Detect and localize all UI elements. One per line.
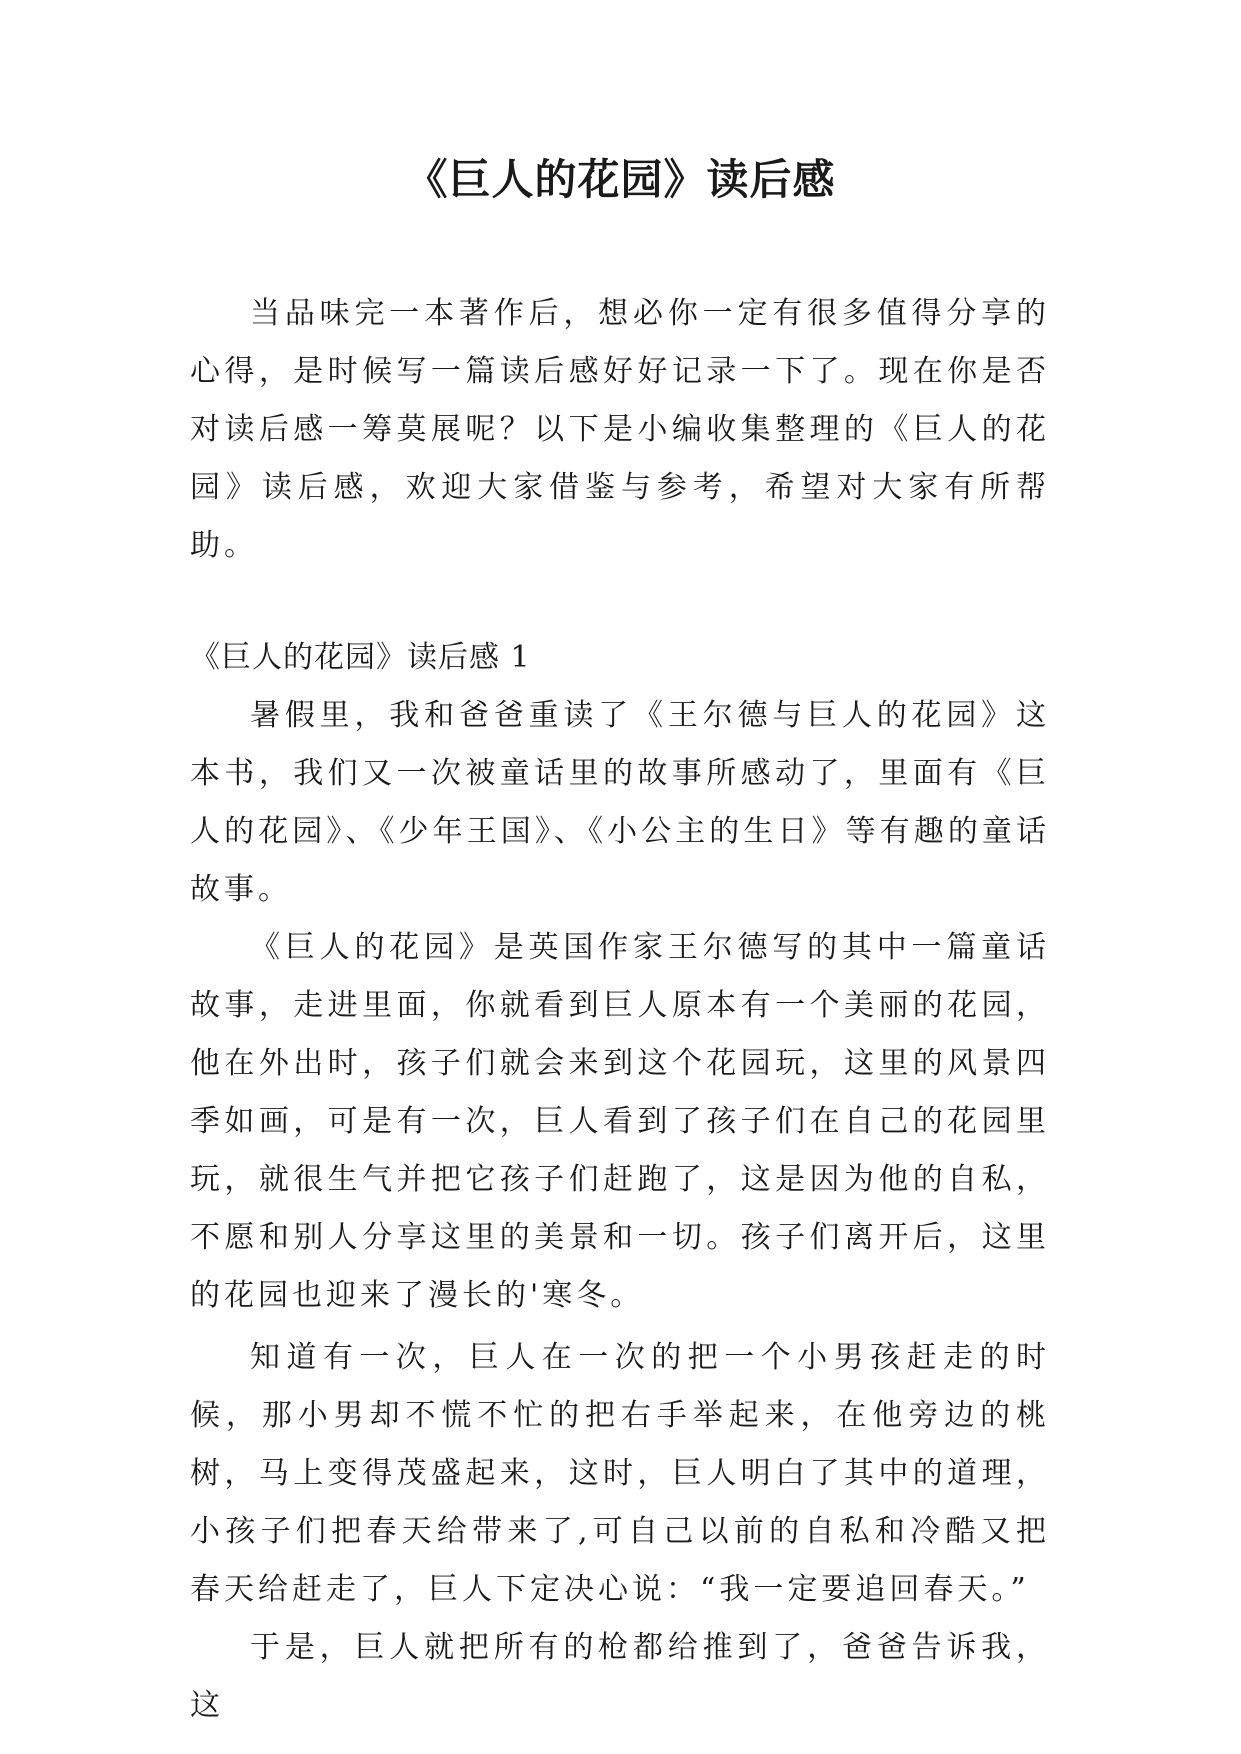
document-title: 《巨人的花园》读后感 (405, 155, 836, 204)
section-heading: 《巨人的花园》读后感 1 (190, 640, 531, 675)
body-paragraph-4: 于是，巨人就把所有的枪都给推到了，爸爸告诉我，这 (190, 1630, 1050, 1723)
body-paragraph-3: 知道有一次，巨人在一次的把一个小男孩赶走的时候，那小男却不慌不忙的把右手举起来，在他旁边的桃树，马上变得茂盛起来，这时，巨人明白了其中的道理，小孩子们把春天给带来了,可自己以前的自私和冷酷又把春天给赶走了，巨人下定决心说：“我一定要追回春天。” (190, 1340, 1050, 1607)
intro-paragraph: 当品味完一本著作后，想必你一定有很多值得分享的心得，是时候写一篇读后感好好记录一下了。现在你是否对读后感一筹莫展呢？以下是小编收集整理的《巨人的花园》读后感，欢迎大家借鉴与参考，希望对大家有所帮助。 (190, 296, 1050, 563)
body-paragraph-2: 《巨人的花园》是英国作家王尔德写的其中一篇童话故事，走进里面，你就看到巨人原本有一个美丽的花园，他在外出时，孩子们就会来到这个花园玩，这里的风景四季如画，可是有一次，巨人看到了孩子们在自己的花园里玩，就很生气并把它孩子们赶跑了，这是因为他的自私，不愿和别人分享这里的美景和一切。孩子们离开后，这里的花园也迎来了漫长的'寒冬。 (190, 930, 1050, 1313)
body-paragraph-1: 暑假里，我和爸爸重读了《王尔德与巨人的花园》这本书，我们又一次被童话里的故事所感动了，里面有《巨人的花园》、《少年王国》、《小公主的生日》等有趣的童话故事。 (190, 698, 1050, 907)
document-body (190, 285, 1050, 1735)
